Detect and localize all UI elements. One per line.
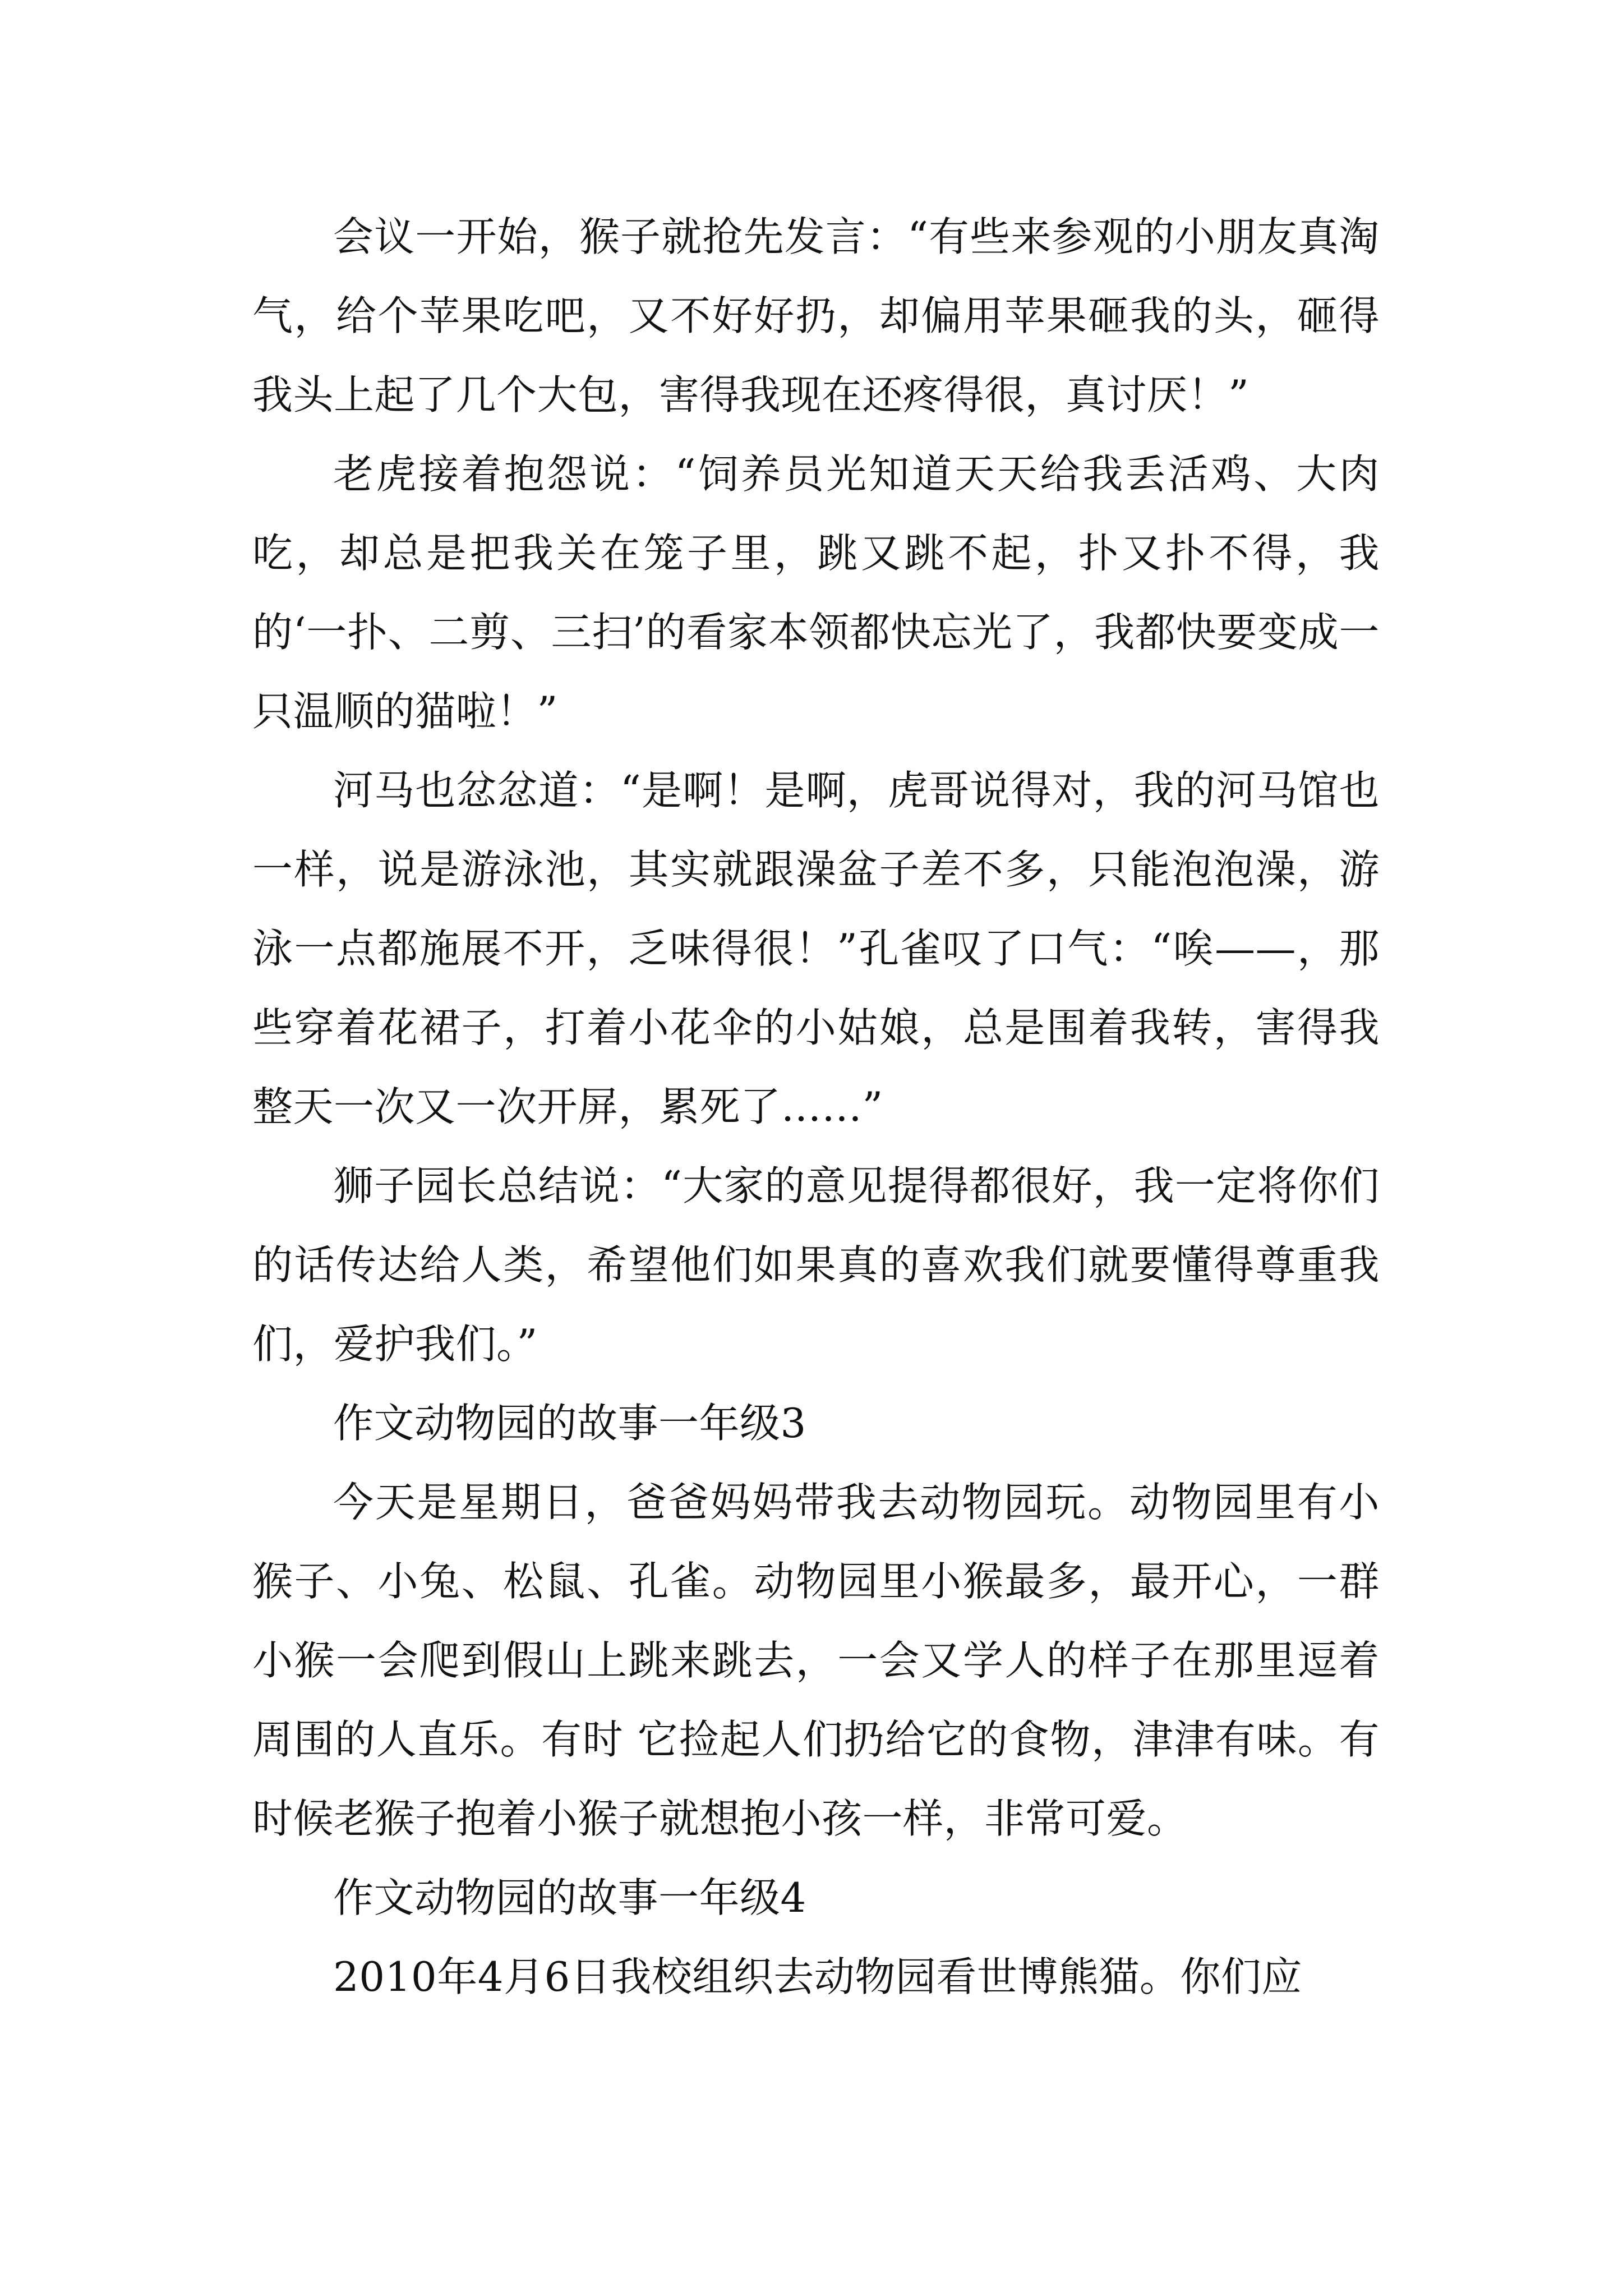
paragraph-monkey-complaint: 会议一开始，猴子就抢先发言：“有些来参观的小朋友真淘气，给个苹果吃吧，又不好好扔，却偏用苹果砸我的头，砸得我头上起了几个大包，害得我现在还疼得很，真讨厌！” — [252, 213, 1380, 418]
paragraph-hippo-peacock-complaint: 河马也忿忿道：“是啊！是啊，虎哥说得对，我的河马馆也一样，说是游泳池，其实就跟澡盆子差不多，只能泡泡澡，游泳一点都施展不开，乏味得很！”孔雀叹了口气：“唉——，那些穿着花裙子，打着小花伞的小姑娘，总是围着我转，害得我整天一次又一次开屏，累死了……” — [252, 767, 1380, 1130]
paragraph-tiger-complaint: 老虎接着抱怨说：“饲养员光知道天天给我丢活鸡、大肉吃，却总是把我关在笼子里，跳又跳不起，扑又扑不得，我的‘一扑、二剪、三扫’的看家本领都快忘光了，我都快要变成一只温顺的猫啦！” — [252, 450, 1380, 735]
paragraph-sunday-zoo-visit: 今天是星期日，爸爸妈妈带我去动物园玩。动物园里有小猴子、小兔、松鼠、孔雀。动物园里小猴最多，最开心，一群小猴一会爬到假山上跳来跳去，一会又学人的样子在那里逗着周围的人直乐。有时 它捡起人们扔给它的食物，津津有味。有时候老猴子抱着小猴子就想抱小孩一样，非常可爱。 — [252, 1479, 1380, 1842]
paragraph-lion-summary: 狮子园长总结说：“大家的意见提得都很好，我一定将你们的话传达给人类，希望他们如果真的喜欢我们就要懂得尊重我们，爱护我们。” — [252, 1162, 1380, 1368]
document-body — [252, 197, 1380, 2017]
section-heading-4: 作文动物园的故事一年级4 — [333, 1874, 806, 1921]
paragraph-panda-trip: 2010年4月6日我校组织去动物园看世博熊猫。你们应 — [333, 1953, 1302, 2000]
section-heading-3: 作文动物园的故事一年级3 — [333, 1400, 806, 1447]
